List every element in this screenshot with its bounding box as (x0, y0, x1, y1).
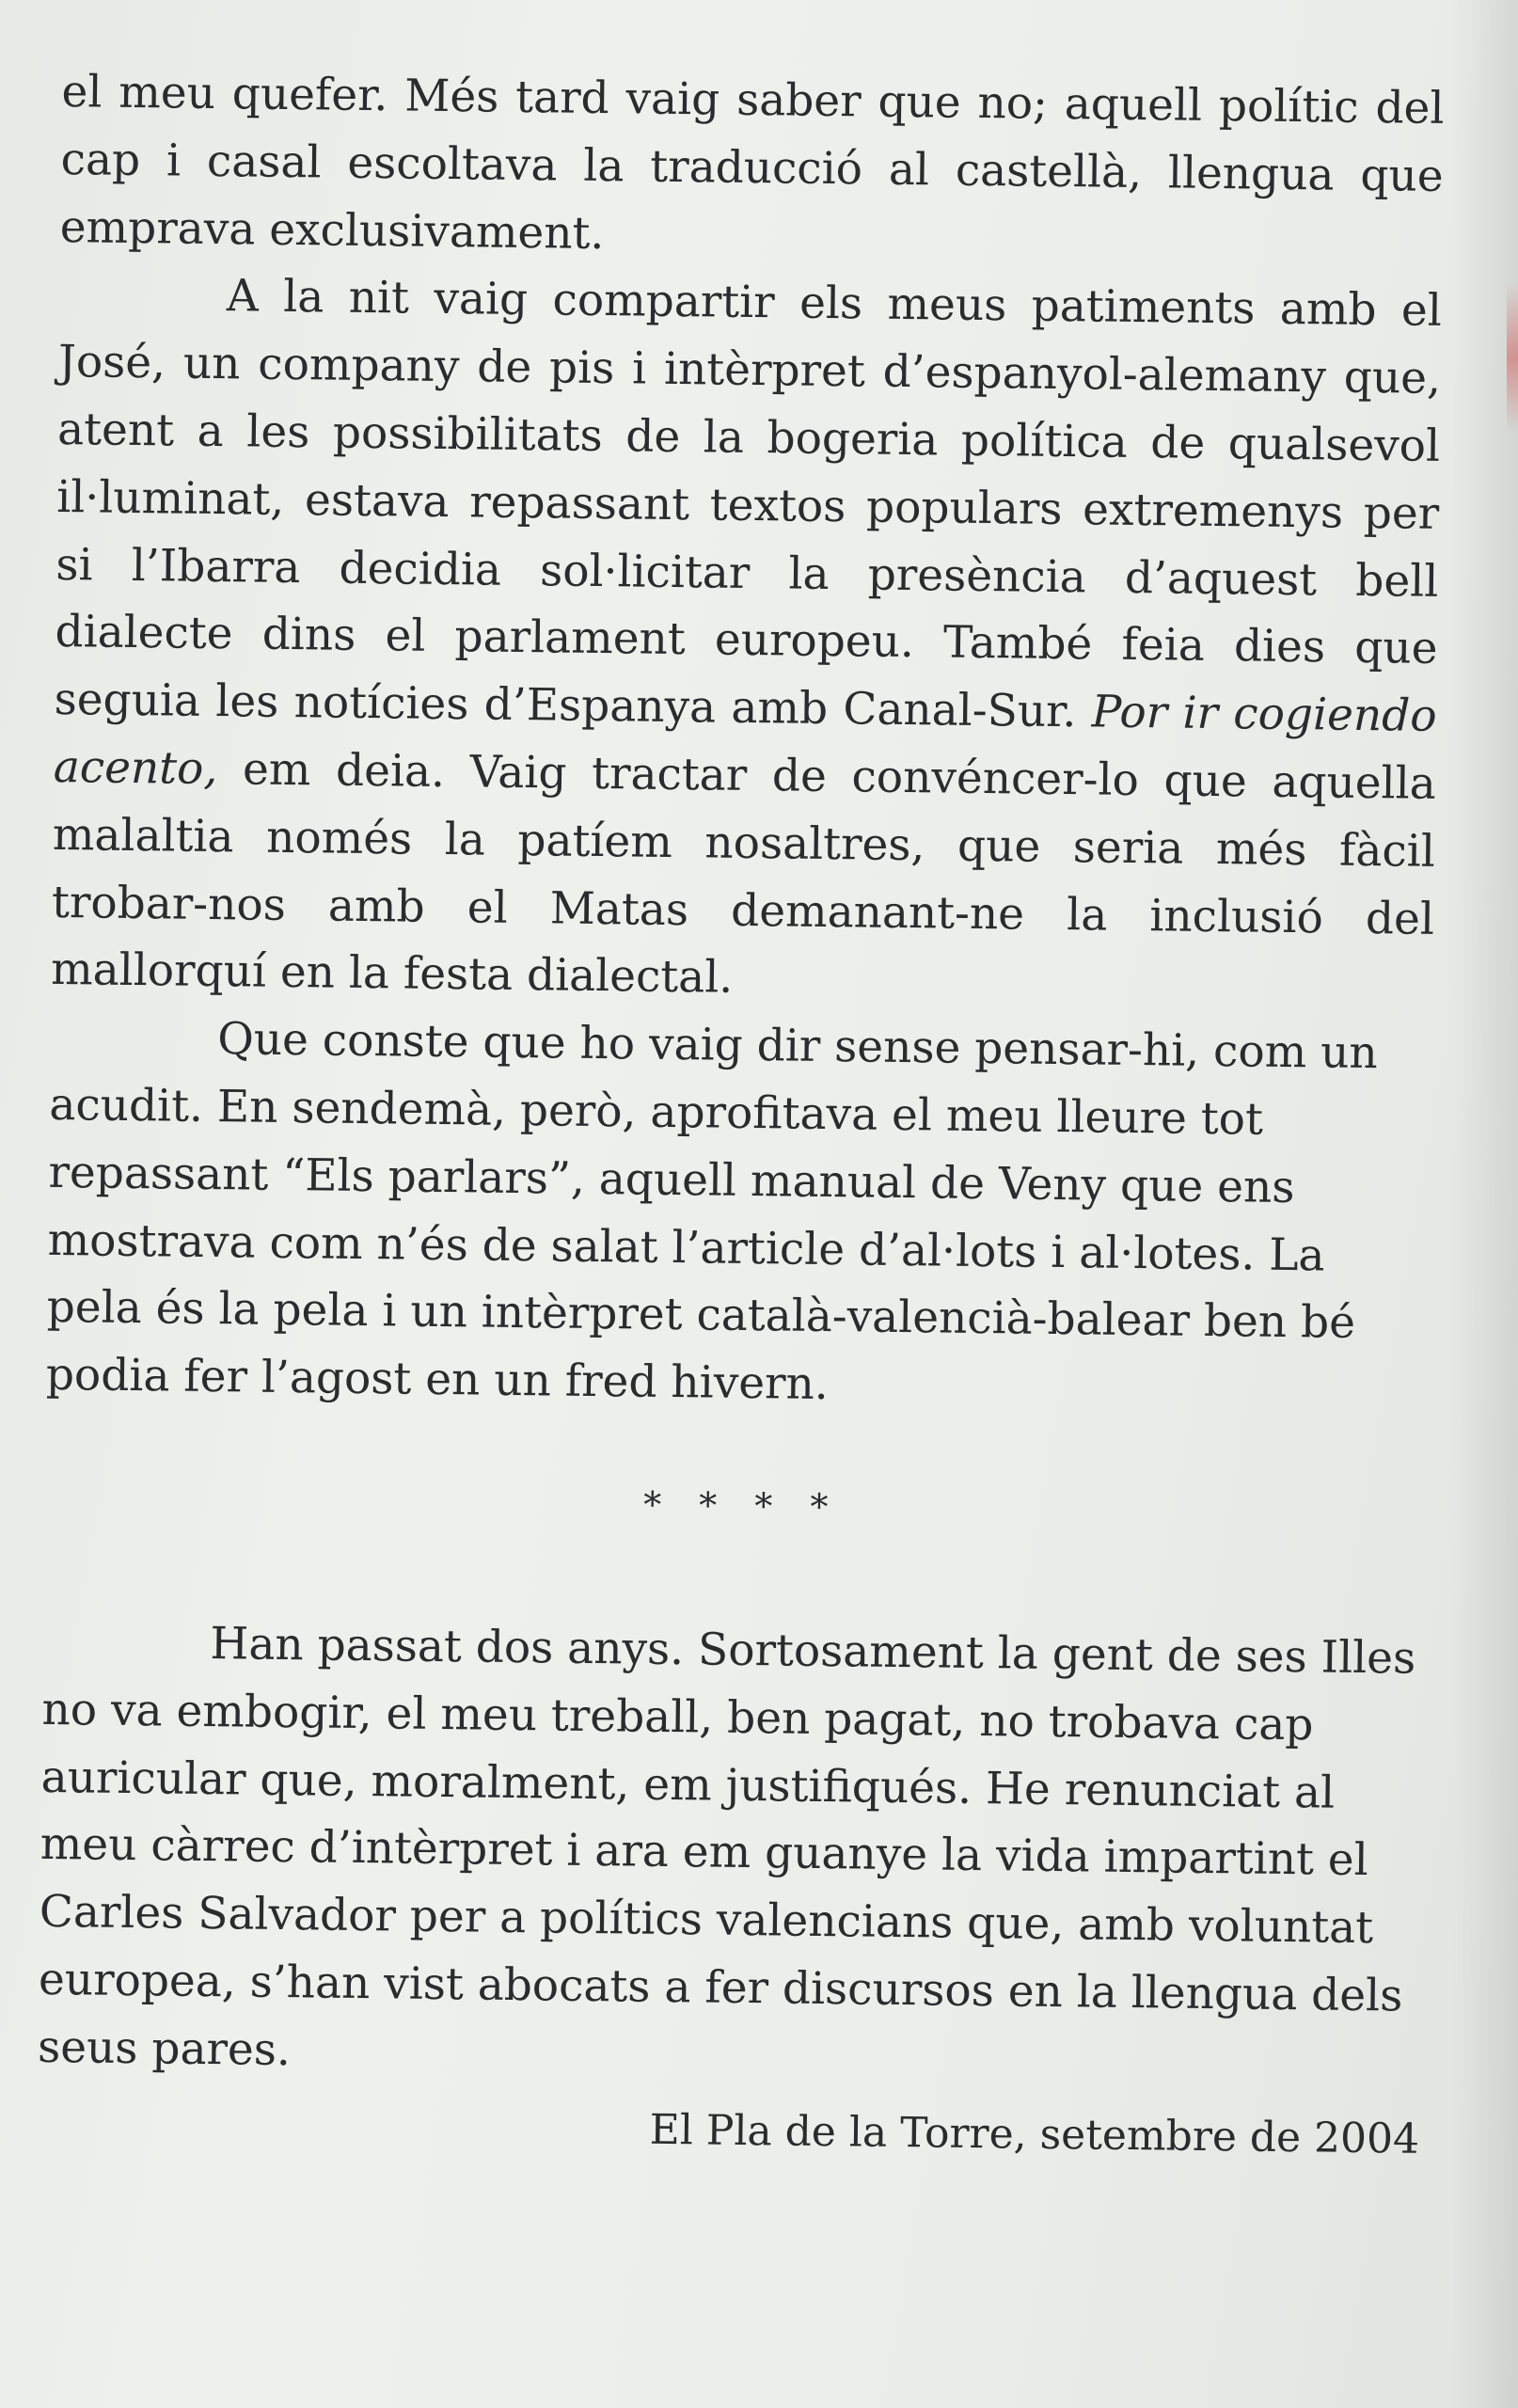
section-separator: * * * * (642, 1483, 842, 1529)
paragraph-2-text-start: A la nit vaig compartir els meus patiments amb el José, un company de pis i intèrpret d’espanyol-alemany que, atent a les possibilitats de la bogeria política de qualsevol il·luminat, estava repassant textos populars extremenys per si l’Ibarra decidia sol·licitar la presència d’aquest bell dialecte dins el parlament europeu. També feia dies que seguia les notícies d’Espanya amb Canal-Sur. (54, 270, 1443, 738)
paragraph-4: Han passat dos anys. Sortosament la gent de ses Illes no va embogir, el meu treball, ben pagat, no trobava cap auricular que, moralment, em justifiqués. He renunciat al meu càrrec d’intèrpret i ara em guanye la vida impartint el Carles Salvador per a polítics valencians que, amb voluntat europea, s’han vist abocats a fer discursos en la llengua dels seus pares. (37, 1617, 1416, 2076)
paragraph-2-italic-quote: Por ir cogiendo acento, (53, 686, 1437, 796)
paragraph-3: Que conste que ho vaig dir sense pensar-hi, com un acudit. En sendemà, però, aprofitava el meu lleure tot repassant “Els parlars”, aquell manual de Veny que ens mostrava com n’és de salat l’article d’al·lots i al·lotes. La pela és la pela i un intèrpret català-valencià-balear ben bé podia fer l’agost en un fred hivern. (45, 1013, 1379, 1411)
paragraph-2 (51, 261, 1443, 1021)
page-text-block (37, 58, 1445, 2167)
paragraph-2-text-end: em deia. Vaig tractar de convéncer-lo que aquella malaltia només la patíem nosaltres, que seria més fàcil trobar-nos amb el Matas demanant-ne la inclusió del mallorquí en la festa dialectal. (50, 743, 1437, 1005)
paragraph-1: el meu quefer. Més tard vaig saber que no; aquell polític del cap i casal escoltava la traducció al castellà, llengua que emprava exclusivament. (59, 65, 1445, 260)
place-date-signature: El Pla de la Torre, setembre de 2004 (649, 2105, 1420, 2163)
red-page-edge-mark (1507, 282, 1518, 433)
